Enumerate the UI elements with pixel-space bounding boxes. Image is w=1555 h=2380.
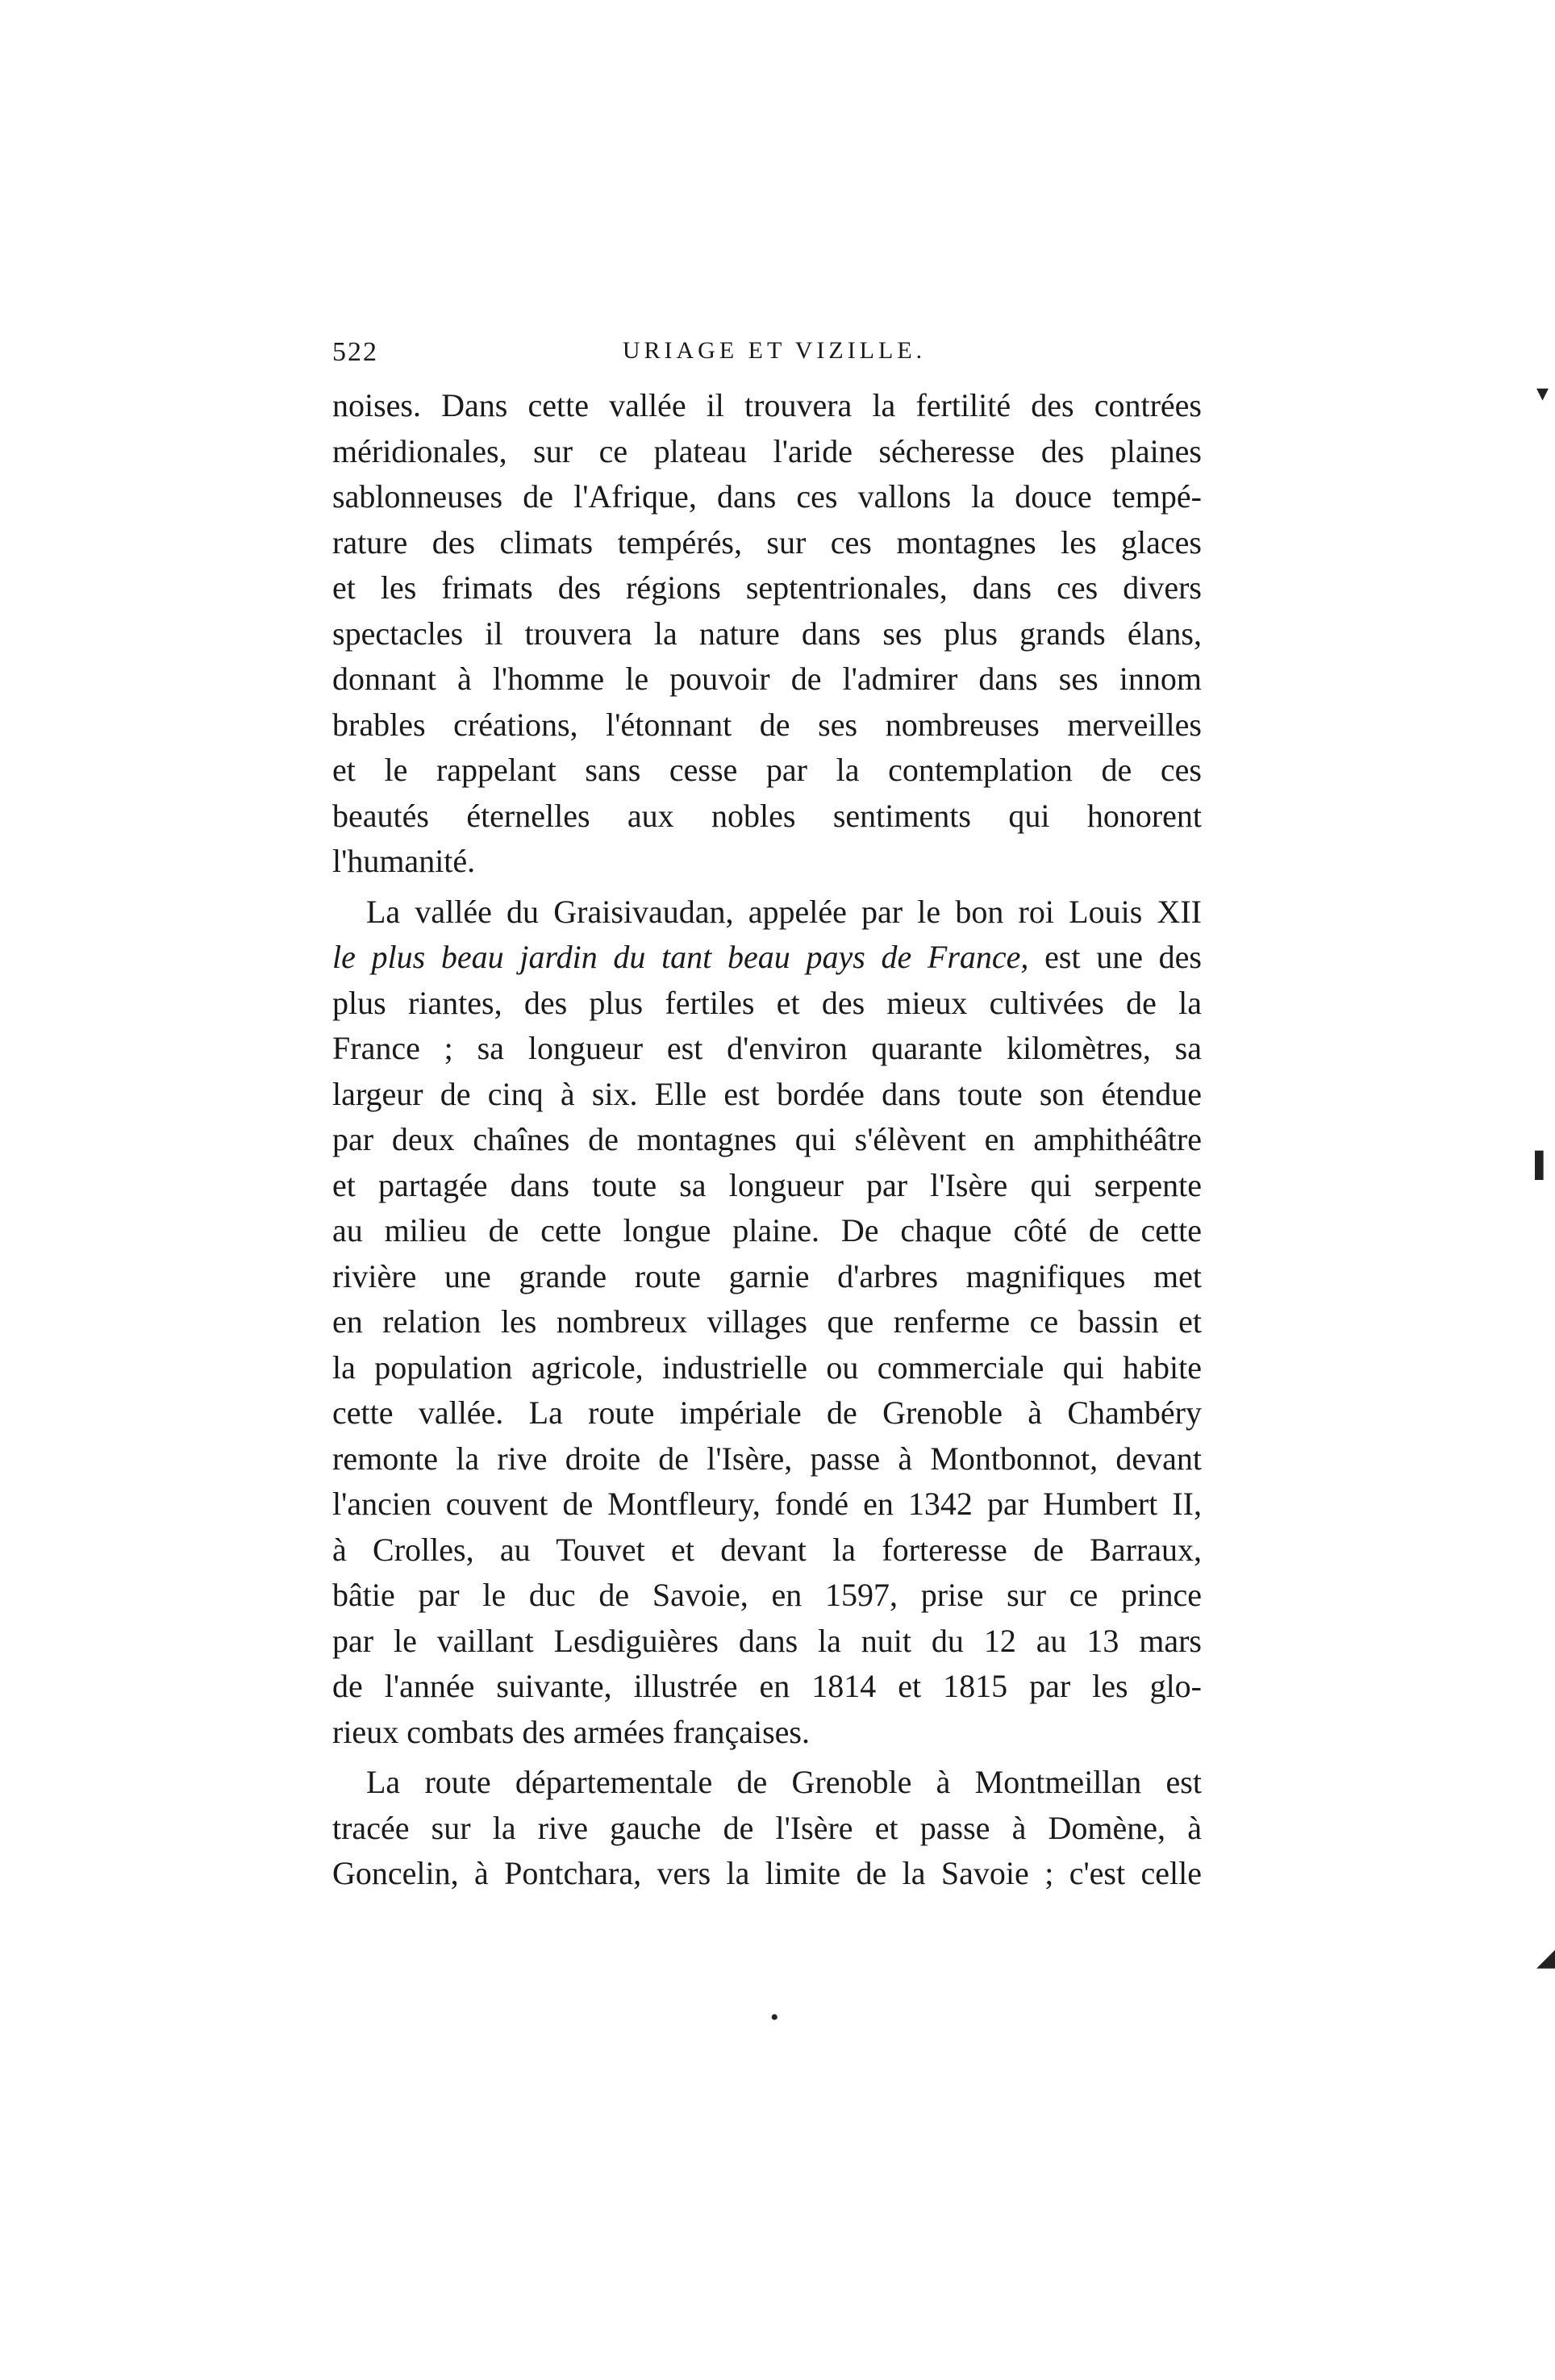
text-line: tracée sur la rive gauche de l'Isère et passe à Domène, à: [332, 1809, 1202, 1846]
text-line: et partagée dans toute sa longueur par l'Isère qui serpente: [332, 1166, 1202, 1203]
text-line: [332, 935, 1202, 981]
text-line: et le rappelant sans cesse par la contemplation de ces: [332, 752, 1202, 788]
text-line: l'humanité.: [332, 843, 476, 879]
text-line: rieux combats des armées françaises.: [332, 1713, 810, 1750]
text-line: et les frimats des régions septentrionales, dans ces divers: [332, 569, 1202, 606]
text-line: à Crolles, au Touvet et devant la forteresse de Barraux,: [332, 1531, 1202, 1568]
text-line: en relation les nombreux villages que renferme ce bassin et: [332, 1303, 1202, 1340]
paragraph: [332, 890, 1202, 1756]
text-line: bâtie par le duc de Savoie, en 1597, prise sur ce prince: [332, 1577, 1202, 1613]
text-line: beautés éternelles aux nobles sentiments qui honorent: [332, 797, 1202, 834]
text-line: cette vallée. La route impériale de Grenoble à Chambéry: [332, 1394, 1202, 1431]
paragraph: [332, 1760, 1202, 1897]
text-line: spectacles il trouvera la nature dans ses plus grands élans,: [332, 615, 1202, 652]
text-line: largeur de cinq à six. Elle est bordée dans toute son étendue: [332, 1075, 1202, 1112]
text-line: Goncelin, à Pontchara, vers la limite de la Savoie ; c'est celle: [332, 1855, 1202, 1891]
text-line: noises. Dans cette vallée il trouvera la fertilité des contrées: [332, 387, 1202, 423]
print-speck: ◢: [1536, 1944, 1555, 1971]
text-line: donnant à l'homme le pouvoir de l'admirer dans ses innom: [332, 661, 1202, 697]
text-line: au milieu de cette longue plaine. De chaque côté de cette: [332, 1212, 1202, 1248]
text-line: La route départementale de Grenoble à Montmeillan est: [366, 1764, 1202, 1800]
body-text: [332, 383, 1202, 1897]
text-fragment: est une des: [1028, 939, 1202, 975]
text-line: rivière une grande route garnie d'arbres magnifiques met: [332, 1257, 1202, 1294]
text-line: La vallée du Graisivaudan, appelée par le bon roi Louis XII: [366, 893, 1202, 930]
text-line: par le vaillant Lesdiguières dans la nuit du 12 au 13 mars: [332, 1622, 1202, 1659]
text-line: sablonneuses de l'Afrique, dans ces vallons la douce tempé-: [332, 478, 1202, 515]
text-line: l'ancien couvent de Montfleury, fondé en 1342 par Humbert II,: [332, 1486, 1202, 1522]
text-line: par deux chaînes de montagnes qui s'élèvent en amphithéâtre: [332, 1121, 1202, 1157]
text-line: plus riantes, des plus fertiles et des mieux cultivées de la: [332, 984, 1202, 1021]
text-line: de l'année suivante, illustrée en 1814 et 1815 par les glo-: [332, 1668, 1202, 1704]
running-title: URIAGE ET VIZILLE.: [622, 337, 927, 364]
italic-quote: le plus beau jardin du tant beau pays de France,: [332, 939, 1029, 975]
text-line: la population agricole, industrielle ou commerciale qui habite: [332, 1348, 1202, 1386]
text-line: France ; sa longueur est d'environ quarante kilomètres, sa: [332, 1030, 1202, 1066]
print-speck: ▌: [1535, 1152, 1553, 1178]
print-speck: •: [770, 2004, 779, 2031]
text-line: remonte la rive droite de l'Isère, passe à Montbonnot, devant: [332, 1440, 1202, 1477]
page-number: 522: [332, 337, 378, 367]
paragraph: [332, 383, 1202, 885]
text-line: brables créations, l'étonnant de ses nombreuses merveilles: [332, 706, 1202, 743]
text-line: rature des climats tempérés, sur ces montagnes les glaces: [332, 523, 1202, 561]
print-speck: ▾: [1536, 380, 1549, 406]
text-line: méridionales, sur ce plateau l'aride sécheresse des plaines: [332, 432, 1202, 469]
running-head: [332, 337, 1216, 377]
